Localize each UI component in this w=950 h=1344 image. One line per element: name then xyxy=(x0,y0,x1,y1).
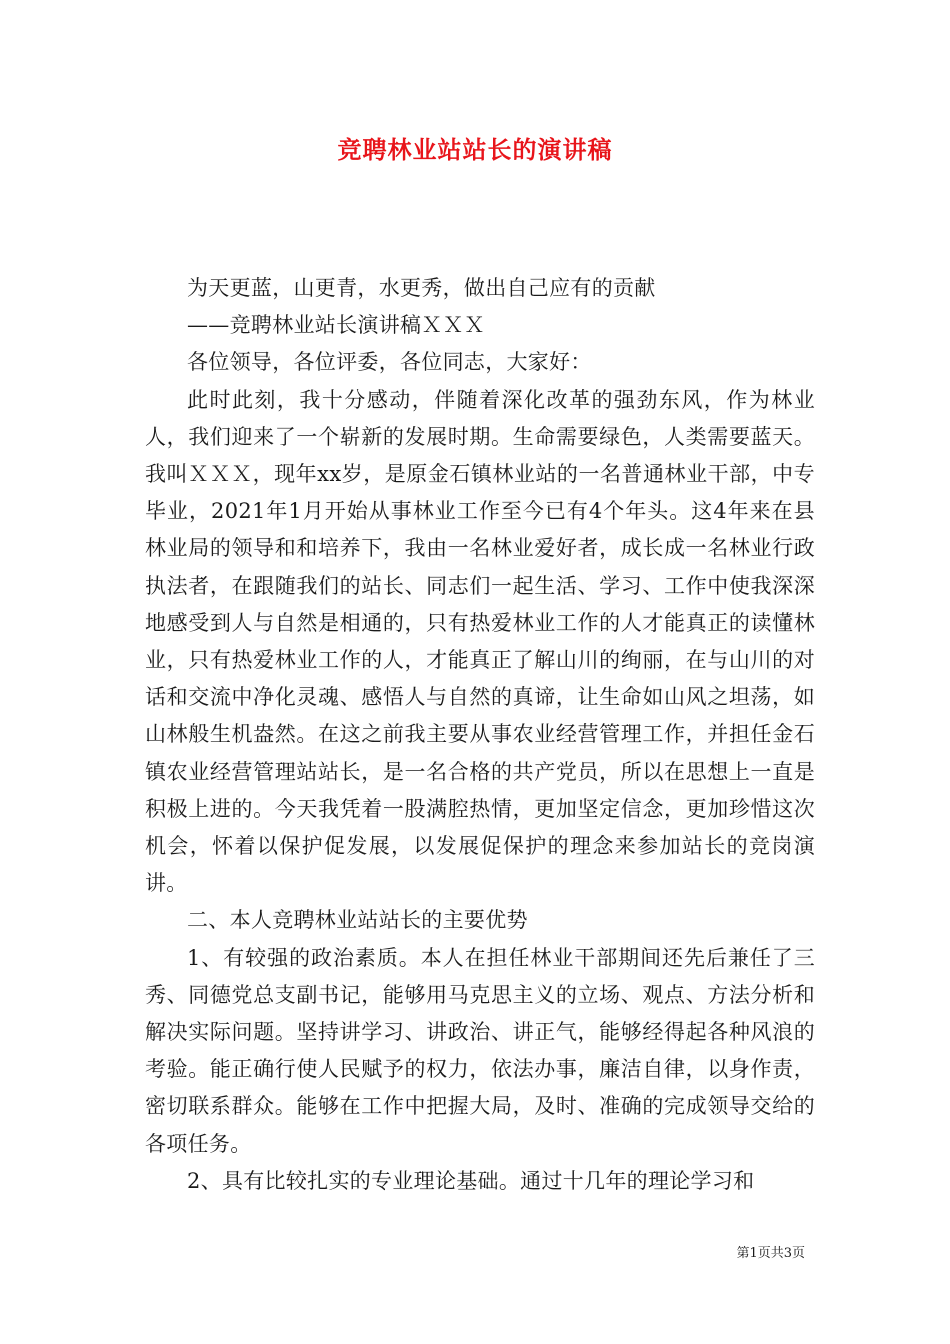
section-heading-advantages: 二、本人竞聘林业站站长的主要优势 xyxy=(187,908,528,933)
document-body xyxy=(145,270,815,1200)
paragraph-slogan: 为天更蓝，山更青，水更秀，做出自己应有的贡献 xyxy=(187,276,656,300)
paragraph-advantage-1: 1、有较强的政治素质。本人在担任林业干部期间还先后兼任了三秀、同德党总支副书记，能够用马克思主义的立场、观点、方法分析和解决实际问题。坚持讲学习、讲政治、讲正气，能够经得起各种风浪的考验。能正确行使人民赋予的权力，依法办事，廉洁自律，以身作责，密切联系群众。能够在工作中把握大局，及时、准确的完成领导交给的各项任务。 xyxy=(145,945,815,1156)
paragraph-greeting: 各位领导，各位评委，各位同志，大家好： xyxy=(187,350,592,375)
document-title: 竞聘林业站站长的演讲稿 xyxy=(337,135,613,164)
paragraph-subtitle: ——竞聘林业站长演讲稿ＸＸＸ xyxy=(187,313,486,338)
paragraph-introduction: 此时此刻，我十分感动，伴随着深化改革的强劲东风，作为林业人，我们迎来了一个崭新的发展时期。生命需要绿色，人类需要蓝天。我叫ＸＸＸ，现年xx岁，是原金石镇林业站的一名普通林业干部，中专毕业，2021年1月开始从事林业工作至今已有4个年头。这4年来在县林业局的领导和和培养下，我由一名林业爱好者，成长成一名林业行政执法者，在跟随我们的站长、同志们一起生活、学习、工作中使我深深地感受到人与自然是相通的，只有热爱林业工作的人才能真正的读懂林业，只有热爱林业工作的人，才能真正了解山川的绚丽，在与山川的对话和交流中净化灵魂、感悟人与自然的真谛，让生命如山风之坦荡，如山林般生机盎然。在这之前我主要从事农业经营管理工作，并担任金石镇农业经营管理站站长，是一名合格的共产党员，所以在思想上一直是积极上进的。今天我凭着一股满腔热情，更加坚定信念，更加珍惜这次机会，怀着以保护促发展，以发展促保护的理念来参加站长的竞岗演讲。 xyxy=(145,387,815,896)
paragraph-advantage-2: 2、具有比较扎实的专业理论基础。通过十几年的理论学习和 xyxy=(187,1168,755,1193)
page-number: 第1页共3页 xyxy=(736,1246,805,1261)
